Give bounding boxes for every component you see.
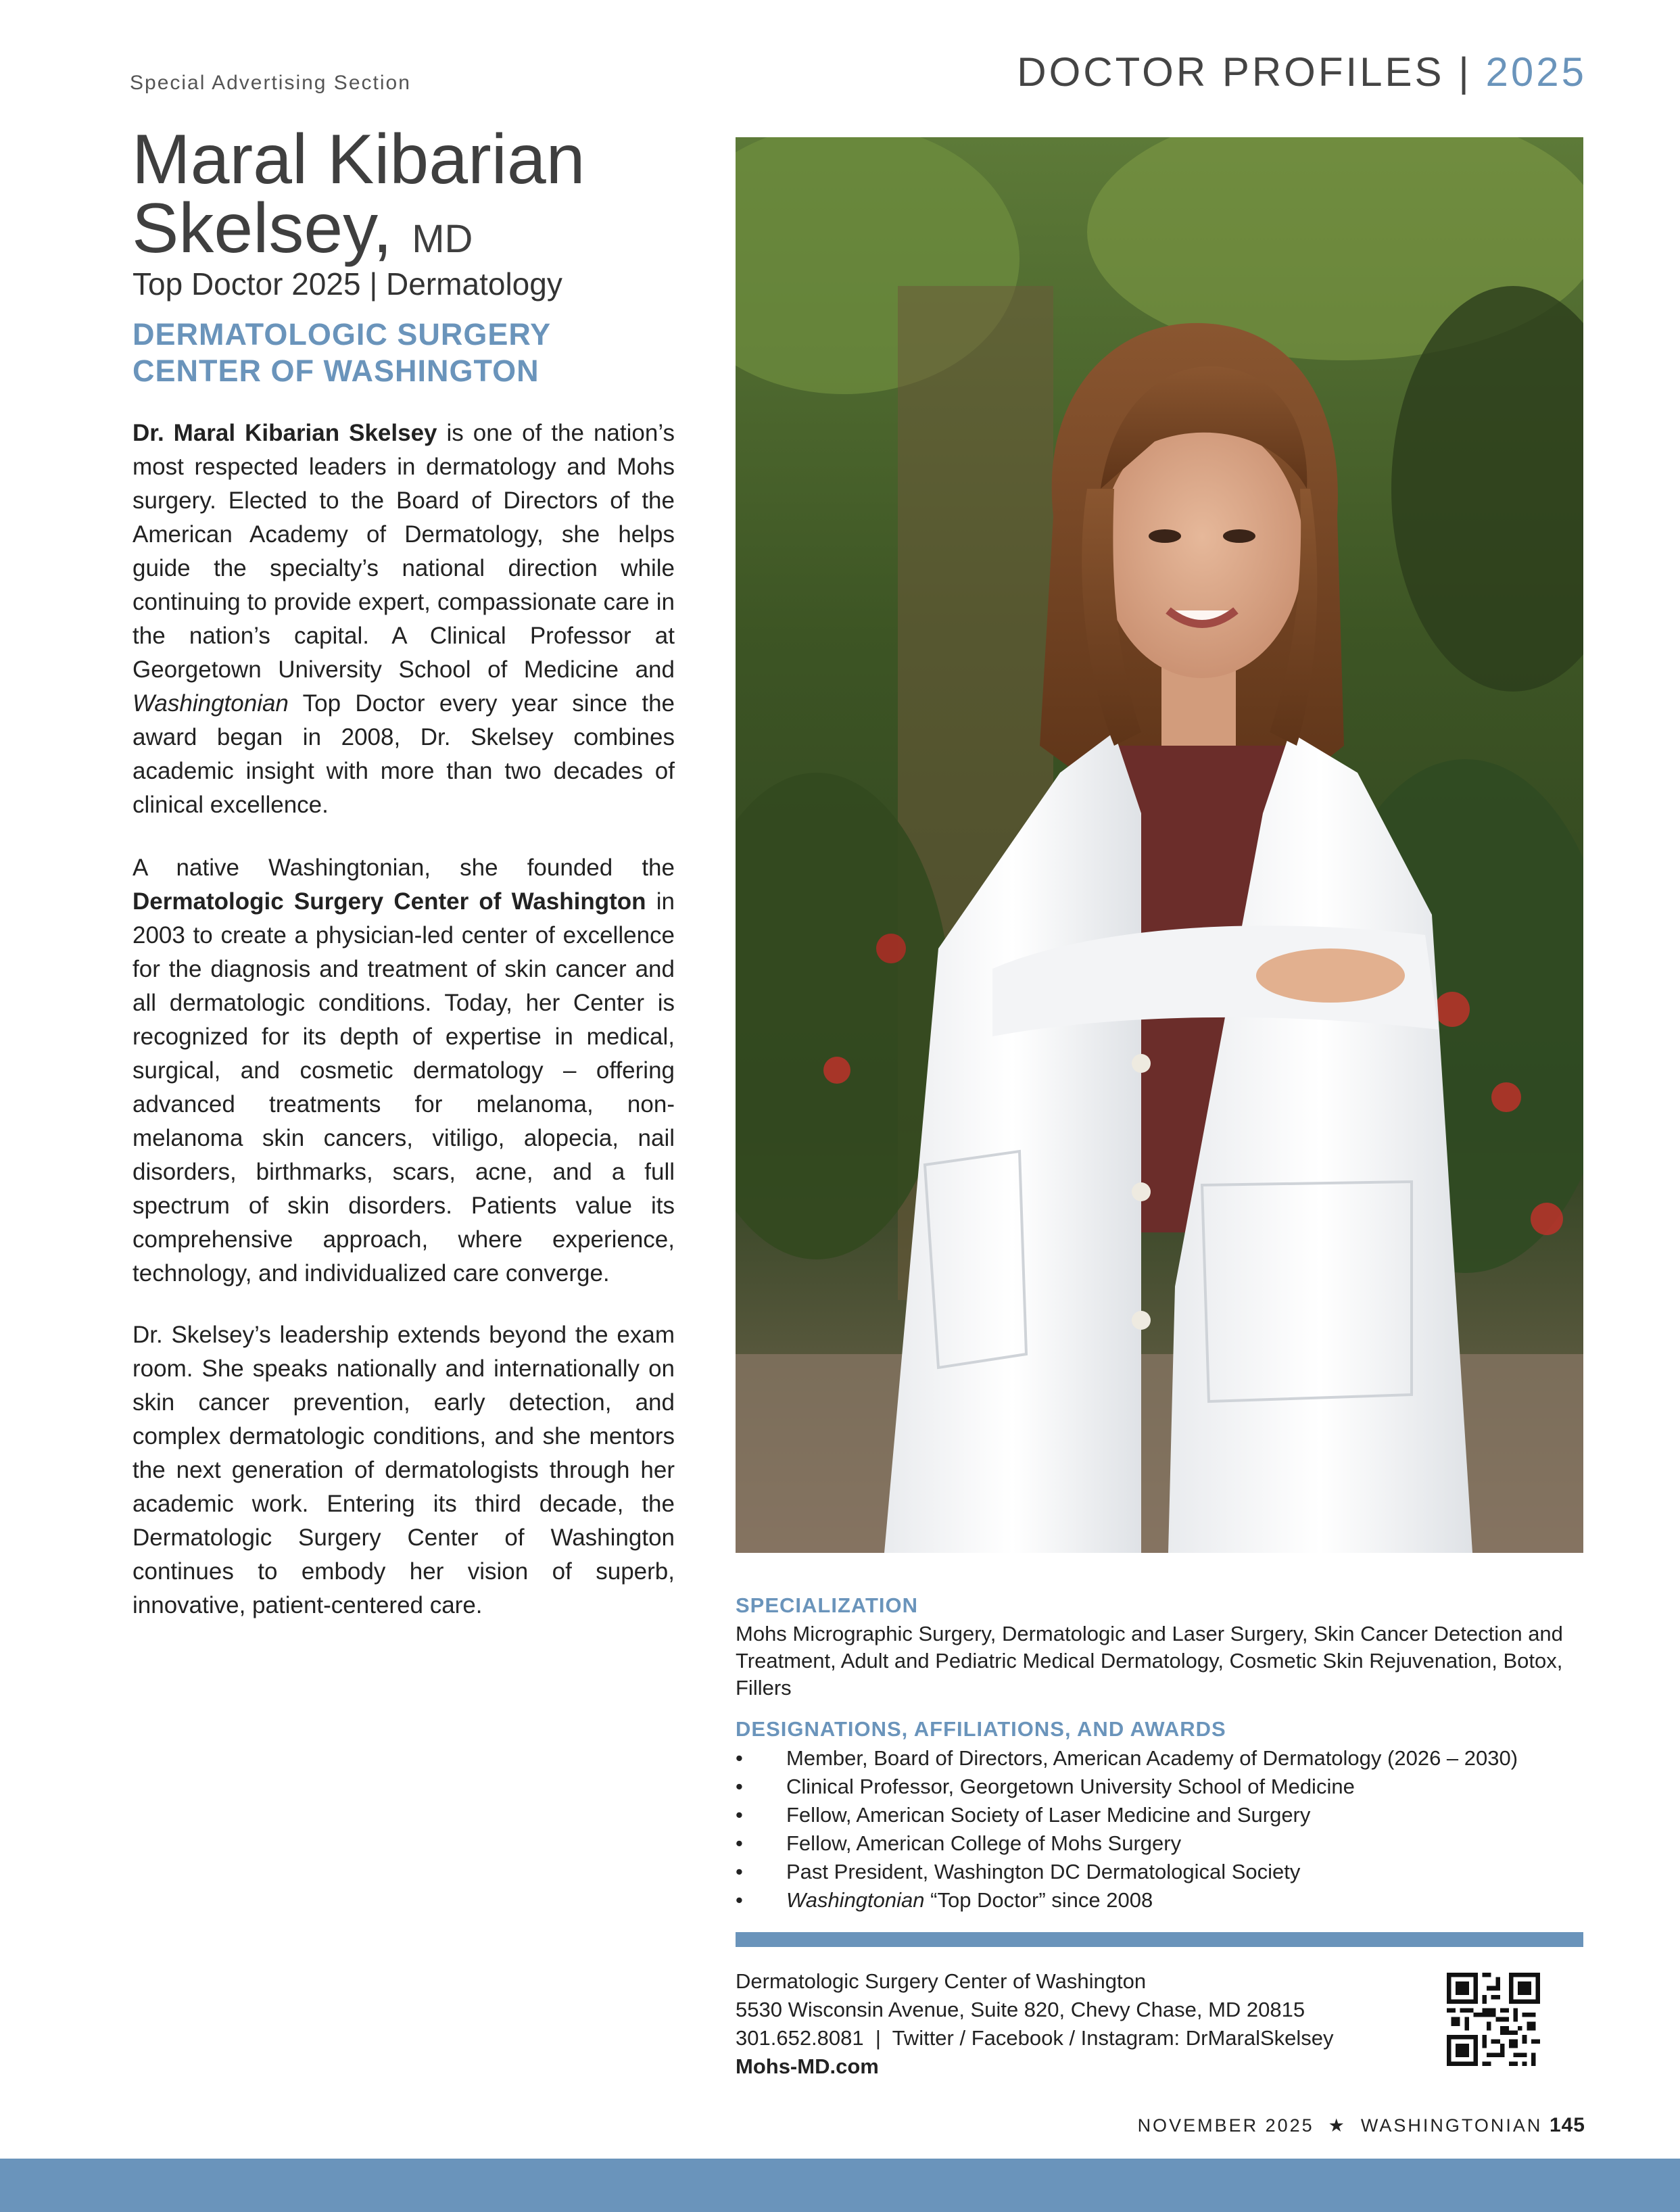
header-separator: | xyxy=(1458,49,1472,95)
contact-block xyxy=(736,1967,1334,2081)
footer-issue: NOVEMBER 2025 xyxy=(1137,2115,1314,2136)
award-text: “Top Doctor” since 2008 xyxy=(924,1888,1153,1912)
bottom-band xyxy=(0,2159,1680,2212)
specialization-heading: SPECIALIZATION xyxy=(736,1593,919,1617)
bio-paragraph-1 xyxy=(133,416,675,822)
bullet-icon: • xyxy=(736,1746,743,1770)
specialization-text: Mohs Micrographic Surgery, Dermatologic and Laser Surgery, Skin Cancer Detection and Treatment, Adult and Pediatric Medical Dermatology, Cosmetic Skin Rejuvenation, Botox, Fillers xyxy=(736,1622,1563,1700)
footer-line xyxy=(1138,2114,1585,2137)
header-title xyxy=(1017,49,1587,95)
doctor-surname: Skelsey, xyxy=(132,189,393,268)
award-text: Member, Board of Directors, American Academy of Dermatology (2026 – 2030) xyxy=(786,1746,1518,1770)
header-title-text: DOCTOR PROFILES xyxy=(1017,49,1445,95)
bullet-icon: • xyxy=(736,1775,743,1798)
award-text: Past President, Washington DC Dermatological Society xyxy=(786,1860,1301,1883)
header-year: 2025 xyxy=(1485,49,1587,95)
divider-bar xyxy=(736,1932,1583,1947)
list-item xyxy=(736,1858,1614,1886)
bio-text: Top Doctor every year since the award began in 2008, Dr. Skelsey combines academic insight with more than two decades of clinical excellence. xyxy=(133,690,675,818)
portrait-illustration xyxy=(736,137,1583,1553)
qr-code-graphic xyxy=(1447,1973,1540,2066)
contact-practice: Dermatologic Surgery Center of Washington xyxy=(736,1969,1147,1993)
bio-paragraph-3: Dr. Skelsey’s leadership extends beyond the exam room. She speaks nationally and internationally on skin cancer prevention, early detection, and complex dermatologic conditions, and she mentors the next generation of dermatologists through her academic work. Entering its third decade, the Dermatologic Surgery Center of Washington continues to embody her vision of superb, innovative, patient-centered care. xyxy=(133,1322,675,1618)
awards-heading: DESIGNATIONS, AFFILIATIONS, AND AWARDS xyxy=(736,1717,1226,1741)
list-item xyxy=(736,1801,1614,1829)
bio-doctor-name: Dr. Maral Kibarian Skelsey xyxy=(133,420,437,446)
star-icon: ★ xyxy=(1328,2115,1347,2136)
contact-address: 5530 Wisconsin Avenue, Suite 820, Chevy Chase, MD 20815 xyxy=(736,1998,1305,2021)
practice-name xyxy=(133,316,687,389)
doctor-portrait-photo xyxy=(736,137,1583,1553)
bio-paragraph-2 xyxy=(133,851,675,1291)
bullet-icon: • xyxy=(736,1888,743,1912)
list-item xyxy=(736,1744,1614,1773)
practice-name-line2: CENTER OF WASHINGTON xyxy=(133,354,539,388)
award-magazine-name: Washingtonian xyxy=(786,1888,925,1912)
contact-phone-social: 301.652.8081 | Twitter / Facebook / Instagram: DrMaralSkelsey xyxy=(736,2026,1334,2050)
page-number: 145 xyxy=(1549,2114,1585,2136)
bio-text: is one of the nation’s most respected leaders in dermatology and Mohs surgery. Elected to the Board of Directors of the American Academy of Dermatology, she helps guide the specialty’s national direction while continuing to provide expert, compassionate care in the nation’s capital. A Clinical Professor at Georgetown University School of Medicine and xyxy=(133,420,675,683)
list-item xyxy=(736,1773,1614,1801)
bullet-icon: • xyxy=(736,1803,743,1827)
practice-name-line1: DERMATOLOGIC SURGERY xyxy=(133,317,552,352)
section-label: Special Advertising Section xyxy=(130,72,411,94)
bio-practice-name: Dermatologic Surgery Center of Washington xyxy=(133,888,646,915)
doctor-name xyxy=(132,120,673,274)
doctor-name-line2 xyxy=(132,189,673,274)
award-text: Fellow, American Society of Laser Medicine and Surgery xyxy=(786,1803,1311,1827)
bio-magazine-name: Washingtonian xyxy=(133,690,289,717)
bio-text: in 2003 to create a physician-led center of excellence for the diagnosis and treatment of skin cancer and all dermatologic conditions. Today, her Center is recognized for its depth of expertise in medical, surgical, and cosmetic dermatology – offering advanced treatments for melanoma, non-melanoma skin cancers, vitiligo, alopecia, nail disorders, birthmarks, scars, acne, and a full spectrum of skin disorders. Patients value its comprehensive approach, where experience, technology, and individualized care converge. xyxy=(133,888,675,1287)
list-item xyxy=(736,1829,1614,1858)
list-item xyxy=(736,1886,1614,1915)
bio-text: A native Washingtonian, she founded the xyxy=(133,855,675,881)
bullet-icon: • xyxy=(736,1831,743,1855)
award-line: Top Doctor 2025 | Dermatology xyxy=(133,266,562,302)
awards-list xyxy=(736,1744,1614,1915)
footer-magazine: WASHINGTONIAN xyxy=(1360,2115,1543,2136)
doctor-credential: MD xyxy=(412,217,473,261)
website-link[interactable]: Mohs-MD.com xyxy=(736,2054,879,2078)
award-text: Clinical Professor, Georgetown University School of Medicine xyxy=(786,1775,1355,1798)
award-text: Fellow, American College of Mohs Surgery xyxy=(786,1831,1182,1855)
bullet-icon: • xyxy=(736,1860,743,1883)
doctor-name-line1: Maral Kibarian xyxy=(132,120,585,199)
qr-code-icon[interactable] xyxy=(1447,1973,1540,2066)
